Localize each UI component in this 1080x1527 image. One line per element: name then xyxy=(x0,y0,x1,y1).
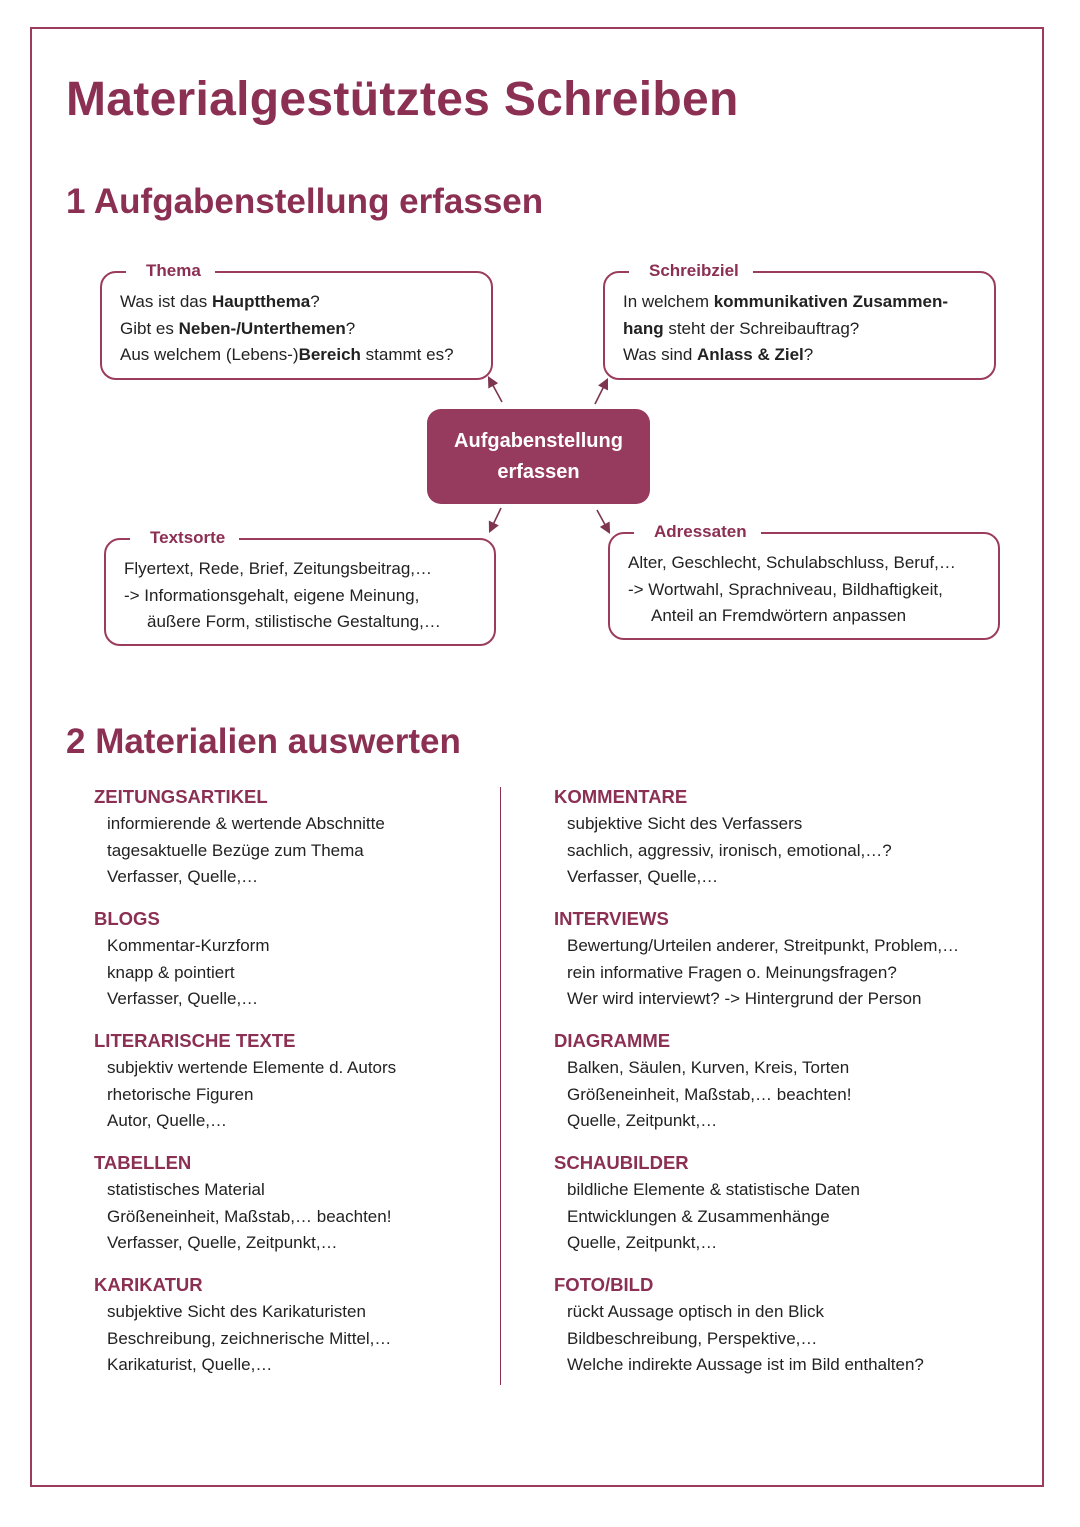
material-line: Verfasser, Quelle,… xyxy=(107,867,259,886)
center-node-line: erfassen xyxy=(497,460,580,483)
box-textsorte-label: Textsorte xyxy=(130,527,239,549)
material-zeitungsartikel xyxy=(94,785,489,907)
materials-left-column xyxy=(94,785,489,1395)
material-line: subjektiv wertende Elemente d. Autors xyxy=(107,1058,397,1077)
material-line: Quelle, Zeitpunkt,… xyxy=(567,1233,718,1252)
material-line: Quelle, Zeitpunkt,… xyxy=(567,1111,718,1130)
material-kommentare xyxy=(554,785,1024,907)
material-line: Kommentar-Kurzform xyxy=(107,936,270,955)
material-title: KARIKATUR xyxy=(94,1274,203,1295)
material-line: Bewertung/Urteilen anderer, Streitpunkt, Problem,… xyxy=(567,936,960,955)
material-title: SCHAUBILDER xyxy=(554,1152,689,1173)
box-thema xyxy=(100,261,493,380)
material-title: BLOGS xyxy=(94,908,160,929)
material-line: Größeneinheit, Maßstab,… beachten! xyxy=(567,1084,852,1104)
material-title: DIAGRAMME xyxy=(554,1030,671,1051)
center-node-line: Aufgabenstellung xyxy=(454,429,623,452)
box-adressaten-line: Alter, Geschlecht, Schulabschluss, Beruf,… xyxy=(628,553,956,572)
box-schreibziel-line: hang steht der Schreibauftrag? xyxy=(623,318,860,338)
material-title: TABELLEN xyxy=(94,1152,192,1173)
box-thema-line: Was ist das Hauptthema? xyxy=(120,292,320,311)
box-thema-line: Gibt es Neben-/Unterthemen? xyxy=(120,318,356,338)
material-literarische-texte xyxy=(94,1029,489,1151)
box-textsorte-line: -> Informationsgehalt, eigene Meinung, xyxy=(124,585,420,605)
box-schreibziel-line: In welchem kommunikativen Zusammen- xyxy=(623,292,948,311)
page-title: Materialgestütztes Schreiben xyxy=(66,73,739,126)
box-adressaten xyxy=(608,522,1000,640)
box-schreibziel xyxy=(603,261,996,380)
material-line: statistisches Material xyxy=(107,1180,265,1199)
material-line: Beschreibung, zeichnerische Mittel,… xyxy=(107,1328,392,1348)
material-blogs xyxy=(94,907,489,1029)
material-line: tagesaktuelle Bezüge zum Thema xyxy=(107,840,364,860)
material-line: Balken, Säulen, Kurven, Kreis, Torten xyxy=(567,1058,850,1077)
material-tabellen xyxy=(94,1151,489,1273)
material-line: Wer wird interviewt? -> Hintergrund der Person xyxy=(567,989,922,1008)
material-line: Entwicklungen & Zusammenhänge xyxy=(567,1206,830,1226)
material-schaubilder xyxy=(554,1151,1024,1273)
material-interviews xyxy=(554,907,1024,1029)
material-line: subjektive Sicht des Karikaturisten xyxy=(107,1302,366,1321)
column-divider xyxy=(500,787,501,1385)
material-line: Verfasser, Quelle, Zeitpunkt,… xyxy=(107,1233,338,1252)
box-textsorte-line: äußere Form, stilistische Gestaltung,… xyxy=(147,612,441,631)
material-line: rein informative Fragen o. Meinungsfragen? xyxy=(567,962,897,982)
materials-right-column xyxy=(554,785,1024,1395)
material-title: LITERARISCHE TEXTE xyxy=(94,1030,296,1051)
center-node-aufgabenstellung xyxy=(427,409,650,504)
material-title: KOMMENTARE xyxy=(554,786,688,807)
material-line: Verfasser, Quelle,… xyxy=(107,989,259,1008)
box-schreibziel-label: Schreibziel xyxy=(629,260,753,282)
material-line: Karikaturist, Quelle,… xyxy=(107,1355,273,1374)
box-adressaten-line: Anteil an Fremdwörtern anpassen xyxy=(651,606,907,625)
box-schreibziel-line: Was sind Anlass & Ziel? xyxy=(623,345,814,364)
material-line: Bildbeschreibung, Perspektive,… xyxy=(567,1328,818,1348)
section1-heading: 1 Aufgabenstellung erfassen xyxy=(66,182,544,221)
box-thema-label: Thema xyxy=(126,260,215,282)
material-line: bildliche Elemente & statistische Daten xyxy=(567,1180,860,1199)
material-karikatur xyxy=(94,1273,489,1395)
material-line: sachlich, aggressiv, ironisch, emotional,…? xyxy=(567,840,892,860)
material-line: knapp & pointiert xyxy=(107,962,235,982)
section2-heading: 2 Materialien auswerten xyxy=(66,722,461,761)
material-foto-bild xyxy=(554,1273,1024,1395)
material-line: rhetorische Figuren xyxy=(107,1084,254,1104)
material-line: rückt Aussage optisch in den Blick xyxy=(567,1302,825,1321)
material-title: INTERVIEWS xyxy=(554,908,669,929)
material-line: Welche indirekte Aussage ist im Bild enthalten? xyxy=(567,1355,924,1374)
box-adressaten-label: Adressaten xyxy=(634,521,761,543)
material-line: Autor, Quelle,… xyxy=(107,1111,228,1130)
material-diagramme xyxy=(554,1029,1024,1151)
box-adressaten-line: -> Wortwahl, Sprachniveau, Bildhaftigkeit, xyxy=(628,579,943,599)
box-thema-line: Aus welchem (Lebens-)Bereich stammt es? xyxy=(120,345,454,364)
box-textsorte-line: Flyertext, Rede, Brief, Zeitungsbeitrag,… xyxy=(124,559,433,578)
material-line: Verfasser, Quelle,… xyxy=(567,867,719,886)
box-textsorte xyxy=(104,528,496,646)
material-line: subjektive Sicht des Verfassers xyxy=(567,814,803,833)
material-title: FOTO/BILD xyxy=(554,1274,654,1295)
material-line: informierende & wertende Abschnitte xyxy=(107,814,385,833)
material-line: Größeneinheit, Maßstab,… beachten! xyxy=(107,1206,392,1226)
material-title: ZEITUNGSARTIKEL xyxy=(94,786,268,807)
